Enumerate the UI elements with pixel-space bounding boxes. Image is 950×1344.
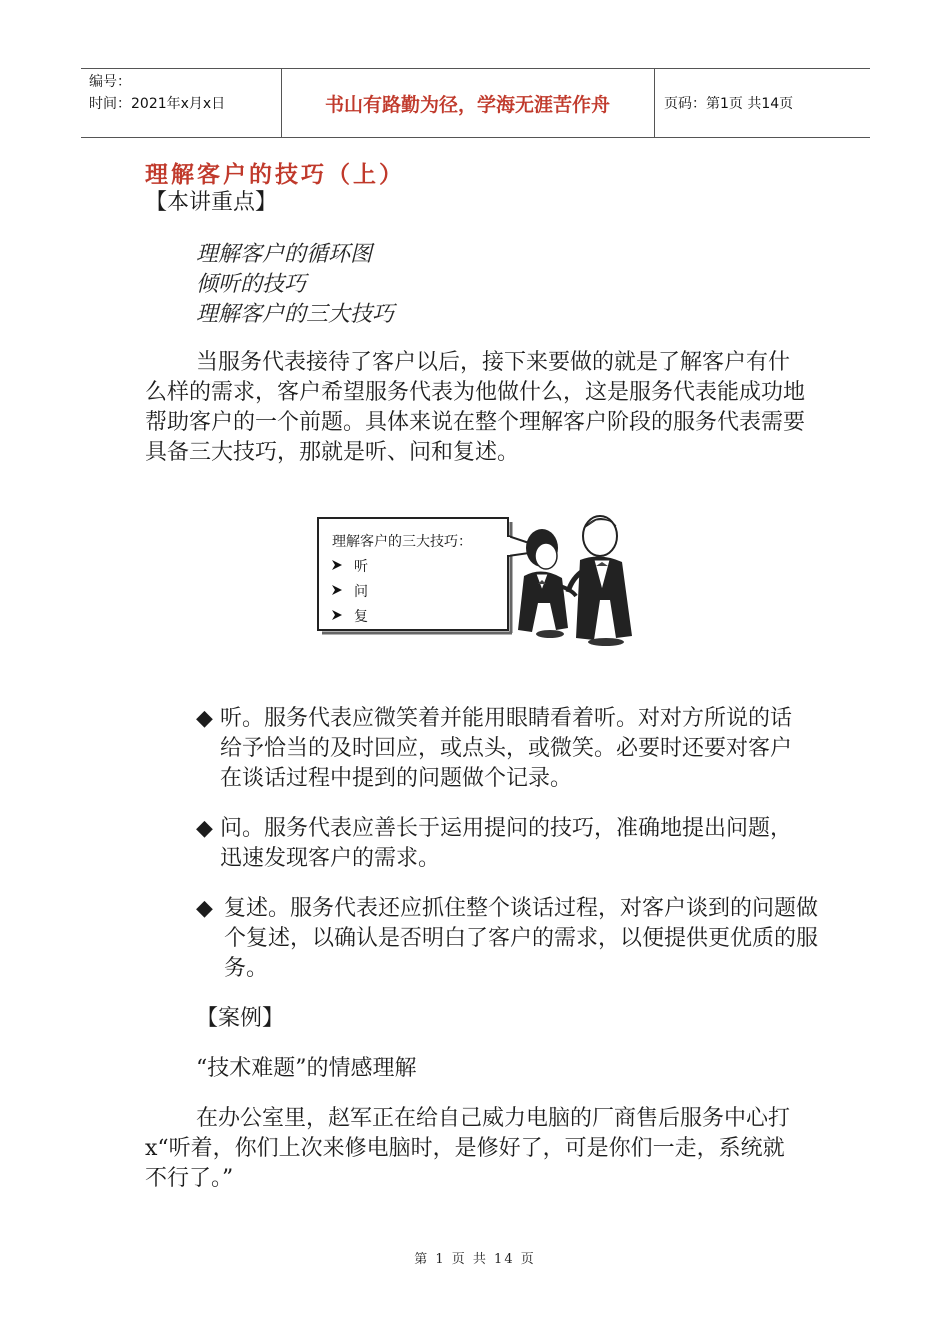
bullet-text: 复述。服务代表还应抓住整个谈话过程，对客户谈到的问题做个复述，以确认是否明白了客户的需求，以便提供更优质的服务。 xyxy=(224,896,819,981)
header-motto: 书山有路勤为径，学海无涯苦作舟 xyxy=(324,93,610,116)
document-number-label: 编号： xyxy=(89,74,131,90)
page-header xyxy=(81,68,870,138)
bullet-ask xyxy=(196,814,810,874)
key-points-tag: 【本讲重点】 xyxy=(145,190,278,215)
bullet-repeat xyxy=(196,894,834,984)
document-title: 理解客户的技巧（上） xyxy=(145,162,405,188)
intro-paragraph: 当服务代表接待了客户以后，接下来要做的就是了解客户有什么样的需求，客户希望服务代表为他做什么，这是服务代表能成功地帮助客户的一个前题。具体来说在整个理解客户阶段的服务代表需要具备三大技巧，那就是听、问和复述。 xyxy=(145,350,806,465)
page-footer: 第 1 页 共 14 页 xyxy=(414,1252,536,1267)
bullet-text: 问。服务代表应善长于运用提问的技巧，准确地提出问题，迅速发现客户的需求。 xyxy=(220,816,793,871)
key-point-item: 倾听的技巧 xyxy=(196,272,307,297)
case-title: “技术难题”的情感理解 xyxy=(196,1056,417,1081)
header-divider-right xyxy=(654,69,655,137)
document-time-label: 时间：2021年x月x日 xyxy=(89,96,226,112)
header-page-info: 页码：第1页 共14页 xyxy=(664,96,794,112)
three-skills-illustration xyxy=(310,508,645,658)
illustration-item-listen: 听 xyxy=(354,559,368,575)
illustration-item-repeat: 复 xyxy=(354,609,368,625)
diamond-bullet-icon: ◆ xyxy=(196,816,213,841)
bullet-listen xyxy=(196,704,810,794)
key-point-item: 理解客户的三大技巧 xyxy=(196,302,395,327)
key-point-item: 理解客户的循环图 xyxy=(196,242,373,267)
header-meta xyxy=(89,71,225,115)
illustration-heading: 理解客户的三大技巧： xyxy=(332,534,472,550)
bullet-text: 听。服务代表应微笑着并能用眼睛看着听。对对方所说的话给予恰当的及时回应，或点头，或微笑。必要时还要对客户在谈话过程中提到的问题做个记录。 xyxy=(220,706,793,791)
case-paragraph: 在办公室里，赵军正在给自己威力电脑的厂商售后服务中心打x“听着，你们上次来修电脑时，是修好了，可是你们一走，系统就不行了。” xyxy=(145,1106,791,1191)
diamond-bullet-icon: ◆ xyxy=(196,896,213,921)
case-tag: 【案例】 xyxy=(196,1006,285,1031)
key-points-list xyxy=(196,240,394,330)
diamond-bullet-icon: ◆ xyxy=(196,706,213,731)
illustration-item-ask: 问 xyxy=(354,584,368,600)
